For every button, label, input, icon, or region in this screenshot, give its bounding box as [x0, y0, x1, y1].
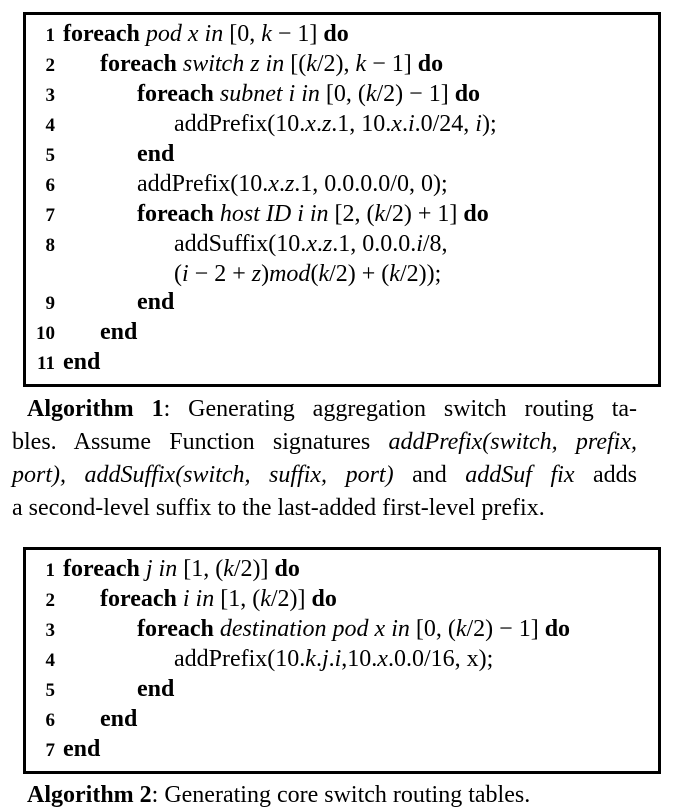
text-segment: a second-level suffix to the last-added first-level prefix.: [12, 495, 545, 521]
code-text: [137, 170, 448, 198]
code-text: [100, 705, 137, 733]
text-segment: do: [274, 556, 300, 582]
code-text: [137, 200, 489, 228]
text-segment: .1, 0.0.0.: [332, 231, 417, 257]
algorithm2-code: [26, 555, 658, 765]
paper-figure-page: [0, 12, 694, 808]
code-text: [137, 615, 570, 643]
text-segment: pod x in: [145, 21, 224, 47]
text-segment: x: [306, 231, 317, 257]
text-segment: addPrefix(10.: [137, 171, 269, 197]
text-segment: .: [401, 111, 408, 137]
code-line-6: [26, 705, 658, 735]
text-segment: subnet i in: [219, 81, 320, 107]
code-text: [137, 140, 174, 168]
text-segment: do: [544, 616, 571, 642]
algorithm1-code: [26, 20, 658, 378]
code-text: [174, 645, 493, 673]
text-segment: k: [306, 51, 317, 77]
text-segment: k: [455, 616, 467, 642]
code-line-3: [26, 80, 658, 110]
code-text: [63, 735, 100, 763]
code-line-9: [26, 288, 658, 318]
text-segment: z: [322, 231, 333, 257]
text-segment: Algorithm 1: [27, 396, 164, 422]
text-segment: k: [355, 51, 367, 77]
text-segment: do: [417, 51, 444, 77]
text-segment: .: [315, 111, 322, 137]
text-segment: .: [316, 231, 323, 257]
text-segment: i: [182, 261, 189, 287]
text-segment: ): [261, 261, 270, 287]
code-text: [63, 348, 100, 376]
text-segment: [0, (: [409, 616, 456, 642]
text-segment: − 1]: [271, 21, 324, 47]
text-segment: host ID i in: [219, 201, 329, 227]
text-segment: /2)]: [233, 556, 275, 582]
caption-line: [12, 459, 637, 492]
text-segment: [0, (: [319, 81, 366, 107]
code-line-4: [26, 645, 658, 675]
code-text: [63, 555, 300, 583]
line-number: 8: [45, 235, 55, 256]
code-text: [100, 50, 443, 78]
code-text: [137, 288, 174, 316]
caption-line: [12, 779, 637, 812]
line-number: 2: [45, 55, 55, 76]
text-segment: j in: [145, 556, 178, 582]
text-segment: z: [321, 111, 332, 137]
code-line-1: [26, 20, 658, 50]
text-segment: k: [374, 201, 386, 227]
code-line-6: [26, 170, 658, 200]
text-segment: end: [137, 141, 175, 167]
line-number: 4: [45, 650, 55, 671]
code-text: [63, 20, 349, 48]
text-segment: foreach: [63, 556, 146, 582]
code-text: [100, 318, 137, 346]
text-segment: /2) − 1]: [466, 616, 545, 642]
text-segment: : Generating aggregation switch routing ta-: [163, 396, 638, 422]
text-segment: addSuffix(switch, suffix, port): [84, 462, 394, 488]
caption-line: [12, 393, 637, 426]
text-segment: do: [323, 21, 349, 47]
text-segment: j: [321, 646, 329, 672]
text-segment: [(: [284, 51, 307, 77]
code-line-8: [26, 230, 658, 260]
text-segment: .: [315, 646, 322, 672]
line-number: 5: [45, 145, 55, 166]
code-line-11: [26, 348, 658, 378]
text-segment: i: [407, 111, 415, 137]
line-number: 1: [45, 560, 55, 581]
text-segment: end: [100, 706, 138, 732]
text-segment: foreach: [63, 21, 146, 47]
text-segment: k: [365, 81, 377, 107]
text-segment: z: [251, 261, 262, 287]
code-text: [174, 230, 448, 258]
line-number: 1: [45, 25, 55, 46]
text-segment: switch z in: [182, 51, 285, 77]
line-number: 3: [45, 620, 55, 641]
text-segment: − 2 +: [188, 261, 252, 287]
algorithm2-pseudocode-box: [23, 547, 661, 774]
text-segment: addSuf fix: [465, 462, 575, 488]
text-segment: /2));: [399, 261, 442, 287]
text-segment: k: [305, 646, 316, 672]
text-segment: x: [377, 646, 388, 672]
code-line-5: [26, 140, 658, 170]
line-number: 2: [45, 590, 55, 611]
text-segment: destination pod x in: [219, 616, 410, 642]
text-segment: k: [261, 21, 272, 47]
line-number: 11: [37, 353, 55, 374]
text-segment: end: [100, 319, 138, 345]
text-segment: bles. Assume Function signatures: [12, 429, 389, 455]
line-number: 4: [45, 115, 55, 136]
line-number: 10: [36, 323, 55, 344]
text-segment: /2) − 1]: [376, 81, 455, 107]
text-segment: [66, 462, 85, 488]
code-line-7: [26, 200, 658, 230]
code-line-2: [26, 50, 658, 80]
text-segment: /2) + 1]: [385, 201, 464, 227]
text-segment: i: [475, 111, 482, 137]
text-segment: do: [463, 201, 489, 227]
code-line-3: [26, 615, 658, 645]
text-segment: [2, (: [328, 201, 375, 227]
code-text: [100, 585, 337, 613]
text-segment: .: [278, 171, 285, 197]
text-segment: k: [389, 261, 400, 287]
text-segment: i: [334, 646, 342, 672]
code-line-10: [26, 318, 658, 348]
code-text: [137, 80, 480, 108]
text-segment: x: [268, 171, 279, 197]
text-segment: /2) + (: [329, 261, 390, 287]
text-segment: .1, 0.0.0.0/0, 0);: [294, 171, 448, 197]
text-segment: ,10.: [341, 646, 378, 672]
code-line-1: [26, 555, 658, 585]
text-segment: Algorithm 2: [27, 782, 152, 808]
text-segment: adds: [574, 462, 638, 488]
line-number: 7: [45, 205, 55, 226]
text-segment: z: [284, 171, 295, 197]
text-segment: mod: [269, 261, 311, 287]
text-segment: /8,: [422, 231, 448, 257]
text-segment: foreach: [137, 201, 220, 227]
line-number: 9: [45, 293, 55, 314]
text-segment: port),: [12, 462, 66, 488]
text-segment: [1, (: [214, 586, 261, 612]
text-segment: .0/24,: [414, 111, 476, 137]
text-segment: foreach: [137, 616, 220, 642]
text-segment: end: [137, 289, 175, 315]
text-segment: k: [260, 586, 271, 612]
text-segment: end: [63, 736, 101, 762]
caption-line: [12, 426, 637, 459]
code-line-continuation: [26, 260, 658, 288]
text-segment: k: [223, 556, 234, 582]
text-segment: i: [416, 231, 423, 257]
text-segment: (: [174, 261, 182, 287]
text-segment: end: [137, 676, 175, 702]
text-segment: end: [63, 349, 101, 375]
code-line-5: [26, 675, 658, 705]
text-segment: − 1]: [366, 51, 418, 77]
text-segment: do: [454, 81, 481, 107]
text-segment: [0,: [223, 21, 262, 47]
text-segment: k: [318, 261, 330, 287]
line-number: 5: [45, 680, 55, 701]
text-segment: .0.0/16, x);: [387, 646, 494, 672]
code-text: [174, 110, 497, 138]
code-text: [174, 260, 441, 288]
text-segment: x: [305, 111, 316, 137]
text-segment: foreach: [137, 81, 220, 107]
text-segment: );: [481, 111, 497, 137]
text-segment: do: [311, 586, 337, 612]
text-segment: /2)]: [270, 586, 312, 612]
algorithm2-caption: [12, 779, 637, 812]
text-segment: addPrefix(10.: [174, 111, 306, 137]
text-segment: (: [310, 261, 319, 287]
code-line-2: [26, 585, 658, 615]
line-number: 3: [45, 85, 55, 106]
text-segment: foreach: [100, 586, 183, 612]
text-segment: addSuffix(10.: [174, 231, 307, 257]
code-text: [137, 675, 174, 703]
text-segment: addPrefix(switch, prefix,: [388, 429, 637, 455]
text-segment: .: [328, 646, 335, 672]
line-number: 6: [45, 710, 55, 731]
algorithm1-caption: [12, 393, 637, 525]
text-segment: foreach: [100, 51, 183, 77]
text-segment: x: [391, 111, 402, 137]
line-number: 7: [45, 740, 55, 761]
algorithm1-pseudocode-box: [23, 12, 661, 387]
text-segment: /2),: [316, 51, 356, 77]
text-segment: and: [393, 462, 466, 488]
text-segment: i in: [182, 586, 215, 612]
code-line-4: [26, 110, 658, 140]
text-segment: .1, 10.: [331, 111, 392, 137]
text-segment: : Generating core switch routing tables.: [151, 782, 531, 808]
text-segment: [1, (: [177, 556, 224, 582]
text-segment: addPrefix(10.: [174, 646, 306, 672]
line-number: 6: [45, 175, 55, 196]
code-line-7: [26, 735, 658, 765]
caption-line: [12, 492, 637, 525]
